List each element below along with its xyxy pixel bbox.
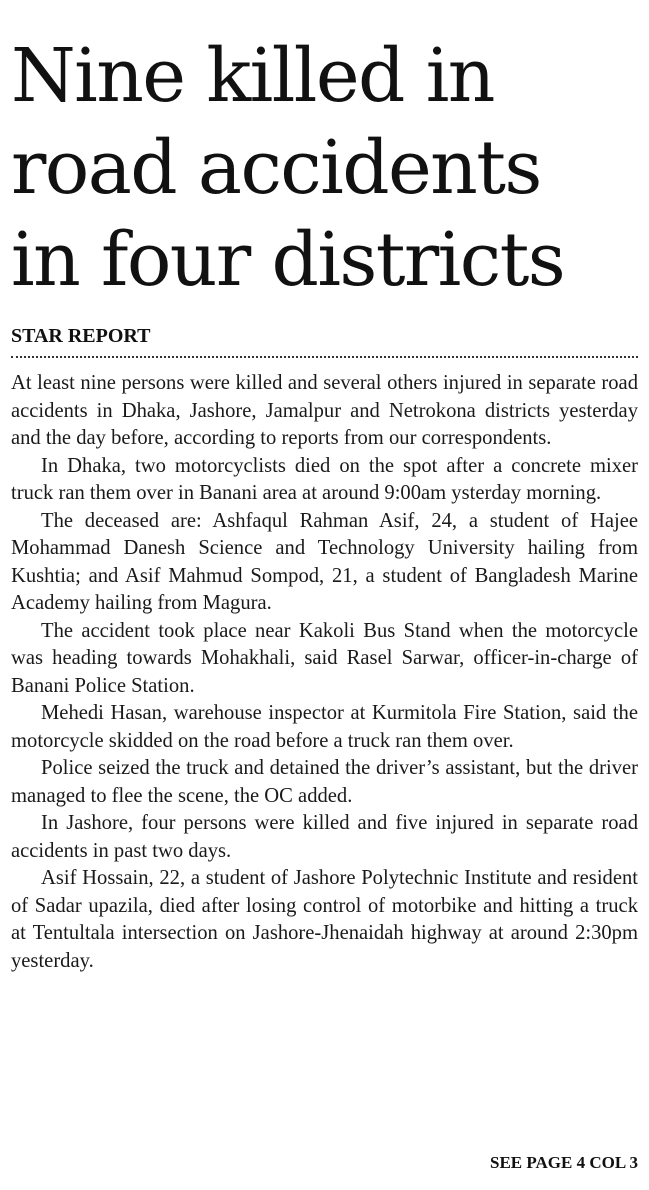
paragraph-3: The deceased are: Ashfaqul Rahman Asif, 24, a student of Hajee Mohammad Danesh Science and Technology University hailing from Kushtia; and Asif Mahmud Sompod, 21, a student of Bangladesh Marine Academy hailing from Magura. [11,509,638,614]
headline [11,30,638,306]
headline-line-1: Nine killed in [11,33,494,119]
news-article [11,0,638,975]
continuation-jump-line: SEE PAGE 4 COL 3 [490,1153,638,1172]
byline: STAR REPORT [11,325,151,347]
paragraph-8: Asif Hossain, 22, a student of Jashore Polytechnic Institute and resident of Sadar upazila, died after losing control of motorbike and hitting a truck at Tentultala intersection on Jashore-Jhenaidah highway at around 2:30pm yesterday. [11,867,638,972]
paragraph-4: The accident took place near Kakoli Bus Stand when the motorcycle was heading towards Mohakhali, said Rasel Sarwar, officer-in-charge of Banani Police Station. [11,619,638,697]
headline-line-2: road accidents [11,125,541,211]
dotted-divider [11,356,638,358]
headline-line-3: in four districts [11,217,565,303]
paragraph-1: At least nine persons were killed and several others injured in separate road accidents in Dhaka, Jashore, Jamalpur and Netrokona districts yesterday and the day before, according to reports from our correspondents. [11,372,638,449]
paragraph-7: In Jashore, four persons were killed and five injured in separate road accidents in past two days. [11,812,638,862]
paragraph-2: In Dhaka, two motorcyclists died on the spot after a concrete mixer truck ran them over in Banani area at around 9:00am ysterday morning. [11,454,638,504]
paragraph-5: Mehedi Hasan, warehouse inspector at Kurmitola Fire Station, said the motorcycle skidded on the road before a truck ran them over. [11,702,638,752]
paragraph-6: Police seized the truck and detained the driver’s assistant, but the driver managed to flee the scene, the OC added. [11,757,638,807]
article-body [11,370,638,975]
